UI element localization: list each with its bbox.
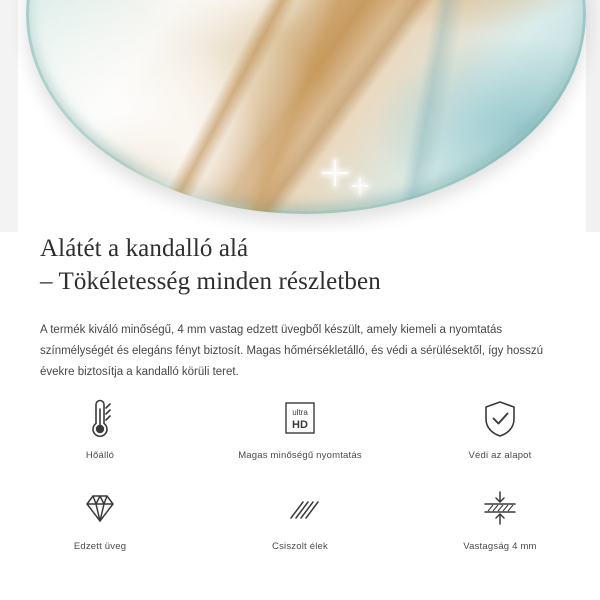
feature-label: Vastagság 4 mm [463,541,537,552]
board-rim [26,0,586,214]
round-marble-glass-board [26,0,586,214]
feature-label: Védi az alapot [468,450,532,461]
feature-polished-edges [200,487,400,552]
polished-edges-icon [278,487,322,533]
feature-label: Edzett üveg [73,541,127,552]
board-glass-edge [26,0,586,214]
thickness-icon [477,487,523,533]
ultra-hd-icon [278,396,322,442]
feature-thickness [400,487,600,552]
headline-line-2: – Tökéletesség minden részletben [40,268,381,295]
thermometer-icon [79,396,121,442]
feature-protects-surface [400,396,600,461]
shield-check-icon [478,396,522,442]
hero-left-gutter [0,0,18,232]
feature-label: Magas minőségű nyomtatás [238,450,362,461]
feature-heat-resistant [0,396,200,461]
svg-text:HD: HD [292,419,308,431]
description-paragraph: A termék kiváló minőségű, 4 mm vastag edzett üvegből készült, amely kiemeli a nyomtatás színmélységét és elegáns fényt biztosít. Magas hőmérsékletálló, és védi a sérülésektől, így hosszú évekre biztosítja a kandalló körüli teret. [40,324,544,378]
page-title [0,232,600,298]
svg-text:ultra: ultra [292,408,308,417]
headline-line-1: Alátét a kandalló alá [40,235,249,262]
text-content [0,232,600,383]
feature-tempered-glass [0,487,200,552]
feature-label: Csiszolt élek [272,541,328,552]
hero-right-gutter [586,0,600,232]
hero-image [0,0,600,232]
feature-label: Hőálló [85,450,115,461]
feature-print-quality [200,396,400,461]
diamond-icon [77,487,123,533]
feature-grid [0,396,600,552]
